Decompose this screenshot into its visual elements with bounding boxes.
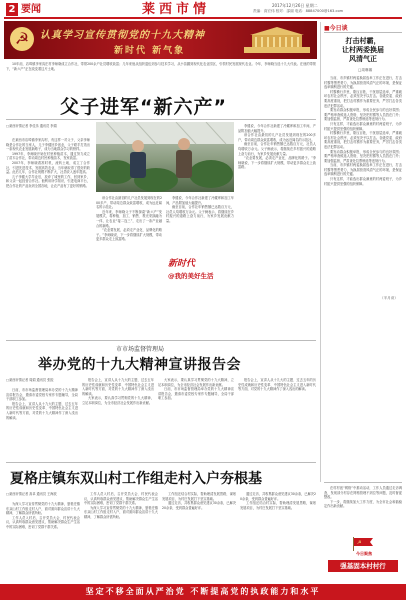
lead-title-rule	[6, 119, 316, 120]
new-era-line1: 新时代	[168, 259, 196, 269]
article2-byline: □莱西市情记者 周娟 通讯员 张振	[6, 378, 54, 382]
article3-top-rule	[6, 462, 316, 463]
article3-byline: □莱西市情记者 高卓 通讯员 王海波	[6, 492, 57, 496]
lead-body-col2: 该合作社由最初的几户社员发展到现在的200多户，带动周边群众致富增收，成为远近闻名的示范社。 近年来，李师晓父子不断探索“新六产”发展模式，将种植、加工、销售、观光采摘融为一体，让农业“接二连三”，走出了一条产业融合的新路。 “农业要发展，必须走产业化、品牌化的路子。”李师晓说，下一步将继续扩大规模，带动更多群众走上致富路。	[96, 196, 162, 242]
section-label: 要闻	[21, 4, 41, 15]
article3-col2: 工作人员入村后，召开党员大会、村民代表会议，认真听取群众意见建议，帮助解决群众生产生活中的实际困难，密切了党群干群关系。 为深入学习宣传贯彻党的十九大精神，夏格庄镇东双山村工作组走村入户，面对面向群众宣讲十九大精神，了解群众所需所盼。	[84, 492, 158, 519]
commentary-kicker: ■今日谈	[324, 25, 348, 32]
footer-slogan: 坚定不移全面从严治党 不断提高党的执政能力和水平	[85, 587, 321, 596]
lead-intro: 10年前，店埠镇李家沟庄村李师晓成立合作社，带领200余户社员增收致富；几年来他从组织退伍到参与技术学习，从小苗圃到现代化农业园区，引领村民发展现代农业。今年，李师晓当选十九大代表。在他的带领下，“新六产”正在改变着这片土地。	[6, 62, 316, 71]
article2-title: 举办党的十九大精神宣讲报告会	[38, 357, 241, 373]
article3-col4: 通过走访，共收集群众意见建议30余条，已解决20余条，受到群众普遍好评。 工作组还结合村实际，帮助理清发展思路，谋划发展项目，为村庄发展打下坚实基础。	[240, 492, 316, 510]
right-box-top-rule	[324, 482, 402, 483]
slogan-banner	[4, 21, 317, 59]
new-era-badge	[168, 256, 234, 290]
lead-title: 父子进军“新六产”	[60, 96, 227, 118]
article3-col1: 为深入学习宣传贯彻党的十九大精神，夏格庄镇东双山村工作组走村入户，面对面向群众宣讲十九大精神，了解群众所需所盼。 工作人员入村后，召开党员大会、村民代表会议，认真听取群众意见建议，帮助解决群众生产生活中的实际困难，密切了党群干群关系。	[6, 502, 80, 529]
article2-col1: 日前，市市场监督管理局举办党的十九大精神宣讲报告会，邀请市委党校专家作专题辅导，全局干部职工参加。 报告会上，宣讲人从十九大的主题、过去五年的历史性成就和历史性变革、中国特色社会主义进入新时代等方面，对党的十九大精神作了深入浅出的解读。	[6, 388, 78, 420]
article2-col4: 报告会上，宣讲人从十九大的主题、过去五年的历史性成就和历史性变革、中国特色社会主义进入新时代等方面，对党的十九大精神作了深入浅出的解读。	[238, 378, 316, 392]
svg-text:☭: ☭	[357, 540, 362, 546]
lead-body-col4: 李健说，今年合作社新建了冷藏库和加工车间，产品附加值大幅提升。 该合作社由最初的几户社员发展到现在的200多户，带动周边群众致富增收，成为远近闻名的示范社。 截至目前，合作社年销售额已达数百万元，社员人均增收万余元。父子俩表示，将继续在乡村振兴的道路上奋力前行，为家乡发展贡献力量。 “农业要发展，必须走产业化、品牌化的路子。”李师晓说，下一步将继续扩大规模，带动更多群众走上致富路。	[238, 124, 316, 170]
banner-slogan-top: 认真学习宣传贯彻党的十九大精神	[40, 30, 205, 41]
banner-slogan-sub: 新时代 新气象	[114, 46, 186, 56]
commentary-author: □周琳娜	[358, 68, 373, 72]
flag-icon	[352, 536, 374, 550]
party-emblem-icon: ☭	[10, 27, 34, 51]
lead-photo	[96, 122, 234, 192]
footer-slogan-bar	[0, 584, 406, 600]
commentary-end-note: （半月谈）	[380, 296, 398, 300]
date-line: 2017年12月26日 星期二	[272, 3, 318, 8]
article2-top-rule	[6, 340, 316, 341]
right-box-body: 在村村创“网格”中推动活动，工作人员通过走访调查，发现部分村存在网格管理不到位等问题，及时督促整改。 下一步，将继续加大工作力度，为全市社会和谐稳定作出新贡献。	[324, 486, 402, 509]
commentary-title-line3: 风清气正	[349, 55, 377, 63]
commentary-title-line2: 让村两委换届	[342, 46, 384, 54]
lead-byline: □莱西市情记者 李佳乐 通讯员 李娟	[6, 124, 57, 128]
page-number-badge: 2	[6, 3, 18, 16]
new-era-line2: @我的美好生活	[168, 272, 214, 280]
header-rule	[4, 17, 402, 19]
article3-col3: 工作组还结合村实际，帮助理清发展思路，谋划发展项目，为村庄发展打下坚实基础。 通过走访，共收集群众意见建议30余条，已解决20余条，受到群众普遍好评。	[162, 492, 236, 510]
article2-col3: 大家表示，要认真学习贯彻党的十九大精神，立足本职岗位，为全市经济社会发展作出新贡献。 日前，市市场监督管理局举办党的十九大精神宣讲报告会，邀请市委党校专家作专题辅导，全局干部职工参加。	[158, 378, 234, 401]
lead-body-col3: 李健说，今年合作社新建了冷藏库和加工车间，产品附加值大幅提升。 截至目前，合作社年销售额已达数百万元，社员人均增收万余元。父子俩表示，将继续在乡村振兴的道路上奋力前行，为家乡发展贡献力量。	[166, 196, 234, 223]
great-hall-graphic	[242, 25, 312, 55]
lead-body-col1: 在莱西市店埠镇李家沟村，有这样一对父子，父亲李师晓是合作社的当家人，儿子李健回乡创业，父子联手打造出一条现代农业发展新路子，成为当地群众学习的榜样。 1997年，李师晓开始在村里种植苗木，通过努力成立了苗木合作社，带动周边村民种植苗木，发家致富。 2007年，李师晓看准时机，流转土地，成立了合作社，引进先进技术，发展高效农业，当年就取得了很好的收益。此后几年，合作社规模不断扩大，社员收入逐年提高。 儿子李健大学毕业后，放弃了城里的工作，回到家乡，和父亲一起经营合作社。他利用所学知识，引进电商平台，把合作社的产品卖到全国各地，让农产品有了更好的销路。	[6, 138, 90, 188]
editor-line: 责编：高宏伟 校对：邵丽 电话：88847000@163.com	[253, 9, 344, 13]
main-column-divider	[320, 22, 321, 482]
article2-col2: 报告会上，宣讲人从十九大的主题、过去五年的历史性成就和历史性变革、中国特色社会主义进入新时代等方面，对党的十九大精神作了深入浅出的解读。 大家表示，要认真学习贯彻党的十九大精神，立足本职岗位，为全市经济社会发展作出新贡献。	[82, 378, 154, 405]
paper-name: 莱西市情	[142, 2, 211, 17]
article2-kicker: 市市场监督管理局	[116, 346, 165, 353]
right-box-badge-label: 强基固本村村行	[328, 560, 398, 572]
right-box-badge	[326, 536, 400, 578]
commentary-body: 当前，市乡镇村两委换届选举工作正在进行，打击村霸等黑恶势力，为换届营造风清气正的环境，是保证选举顺利进行的关键。 村霸横行乡里，欺压百姓，干扰基层选举，严重破坏农村社会秩序，必须坚决予以打击。各级党委、政府要高度重视，把打击村霸作为重要任务，严厉打击各类违法犯罪活动。 要发动群众积极举报，形成全民参与的良好氛围；要严格审查候选人资格，坚决把村霸等人员挡在门外；要加强监督，严肃查处拉票贿选等违规行为。 只有这样，才能选出群众满意的村两委班子，为乡村振兴提供坚强的组织保障。 村霸横行乡里，欺压百姓，干扰基层选举，严重破坏农村社会秩序，必须坚决予以打击。各级党委、政府要高度重视，把打击村霸作为重要任务，严厉打击各类违法犯罪活动。 要发动群众积极举报，形成全民参与的良好氛围；要严格审查候选人资格，坚决把村霸等人员挡在门外；要加强监督，严肃查处拉票贿选等违规行为。 当前，市乡镇村两委换届选举工作正在进行，打击村霸等黑恶势力，为换届营造风清气正的环境，是保证选举顺利进行的关键。 只有这样，才能选出群众满意的村两委班子，为乡村振兴提供坚强的组织保障。	[324, 76, 402, 186]
commentary-title-line1: 打击村霸，	[345, 37, 381, 45]
right-box-badge-sub: 今日聚焦	[356, 551, 372, 556]
article3-title: 夏格庄镇东双山村工作组走村入户夯根基	[10, 471, 262, 487]
commentary-title	[324, 37, 402, 64]
commentary-top-rule	[324, 32, 402, 33]
